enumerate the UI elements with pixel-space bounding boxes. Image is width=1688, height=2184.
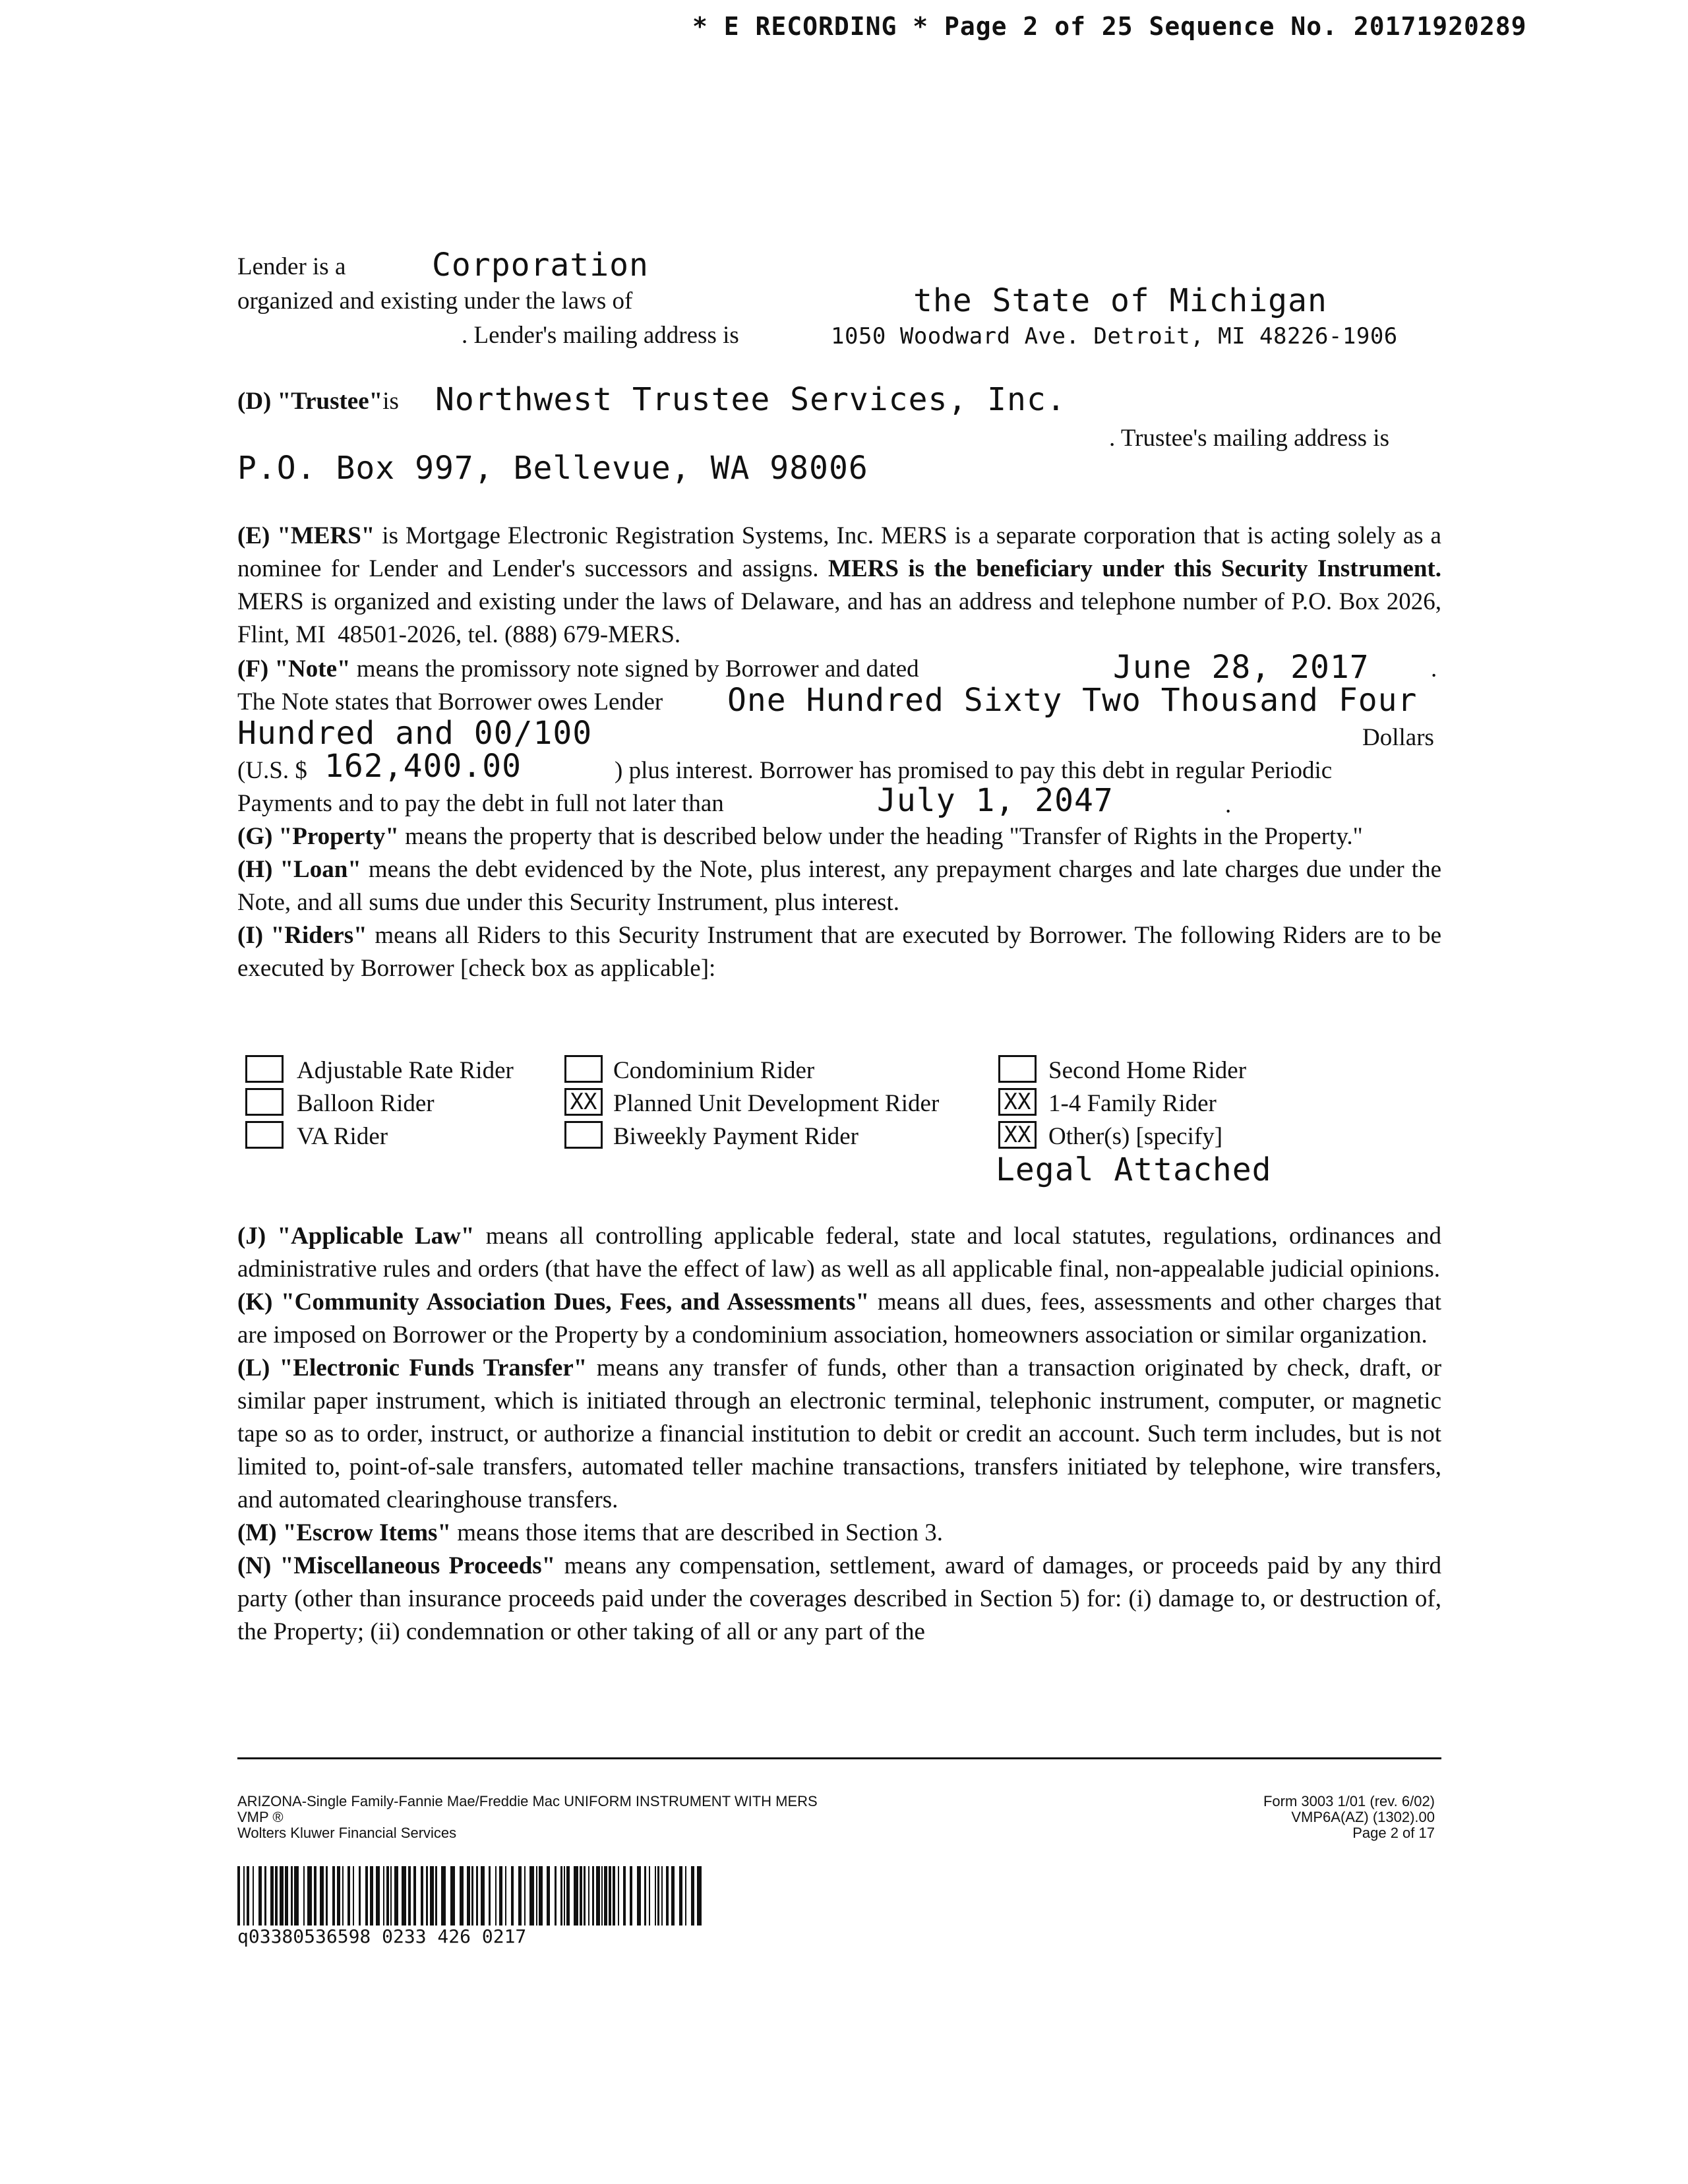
adjustable-rate-rider-label: Adjustable Rate Rider <box>297 1057 514 1084</box>
note-amount-words-1: One Hundred Sixty Two Thousand Four <box>727 682 1418 719</box>
escrow-items-definition: (M) "Escrow Items" means those items that are described in Section 3. <box>237 1519 943 1546</box>
barcode-bar <box>596 1866 600 1926</box>
note-line-1: (F) "Note" means the promissory note signed by Borrower and dated <box>237 655 919 682</box>
other-rider-label: Other(s) [specify] <box>1048 1123 1223 1150</box>
barcode-bar <box>644 1866 646 1926</box>
balloon-rider-checkbox[interactable] <box>245 1088 284 1116</box>
barcode-bar <box>337 1866 340 1926</box>
barcode-bar <box>539 1866 543 1926</box>
property-definition: (G) "Property" means the property that is described below under the heading "Transfer of Rights in the Property." <box>237 823 1363 850</box>
barcode-bar <box>679 1866 682 1926</box>
trustee-label: (D) "Trustee"is <box>237 388 399 415</box>
adjustable-rate-rider-checkbox[interactable] <box>245 1055 284 1083</box>
barcode-bar <box>564 1866 565 1926</box>
barcode-bar <box>270 1866 274 1926</box>
barcode-bar <box>435 1866 437 1926</box>
footer-publisher: Wolters Kluwer Financial Services <box>237 1825 457 1841</box>
balloon-rider-label: Balloon Rider <box>297 1090 435 1117</box>
barcode-bar <box>601 1866 603 1926</box>
barcode-bar <box>353 1866 354 1926</box>
barcode-bar <box>280 1866 284 1926</box>
barcode-bar <box>326 1866 328 1926</box>
barcode-bar <box>547 1866 550 1926</box>
note-period: . <box>1431 655 1437 682</box>
definitions-block <box>237 520 1441 652</box>
barcode-bar <box>386 1866 389 1926</box>
barcode-bar <box>307 1866 312 1926</box>
barcode-bar <box>685 1866 686 1926</box>
barcode-bar <box>666 1866 669 1926</box>
barcode-bar <box>258 1866 262 1926</box>
barcode-bar <box>285 1866 288 1926</box>
barcode-bar <box>495 1866 497 1926</box>
barcode-bar <box>450 1866 455 1926</box>
pud-rider-label: Planned Unit Development Rider <box>613 1090 940 1117</box>
barcode-bar <box>320 1866 324 1926</box>
trustee-name-value: Northwest Trustee Services, Inc. <box>435 381 1066 418</box>
barcode <box>237 1866 706 1926</box>
note-maturity-period: . <box>1225 791 1232 818</box>
footer-page-number: Page 2 of 17 <box>1352 1825 1435 1841</box>
riders-definition: (I) "Riders" means all Riders to this Security Instrument that are executed by Borrower. The following Riders are to be executed by Borrower [check box as applicable]: <box>237 922 1441 982</box>
barcode-bar <box>294 1866 299 1926</box>
note-owes-label: The Note states that Borrower owes Lender <box>237 688 663 715</box>
note-date-value: June 28, 2017 <box>1113 649 1370 686</box>
barcode-bar <box>243 1866 245 1926</box>
barcode-bar <box>303 1866 305 1926</box>
barcode-bar <box>390 1866 392 1926</box>
one-four-family-rider-checkbox[interactable]: XX <box>998 1088 1037 1116</box>
barcode-bar <box>649 1866 650 1926</box>
mers-definition: (E) "MERS" is Mortgage Electronic Registration Systems, Inc. MERS is a separate corporation that is acting solely as a nominee for Lender and Lender's successors and assigns. MERS is the beneficiary under this Security Instrument. MERS is organized and existing under the laws of Delaware, and has an address and telephone number of P.O. Box 2026, Flint, MI 48501-2026, tel. (888) 679-MERS. <box>237 522 1441 648</box>
barcode-bar <box>555 1866 557 1926</box>
lender-address-value: 1050 Woodward Ave. Detroit, MI 48226-1906 <box>831 323 1398 349</box>
community-association-definition: (K) "Community Association Dues, Fees, and Assessments" means all dues, fees, assessments and other charges that are imposed on Borrower or the Property by a condominium association, homeowners association or similar organization. <box>237 1289 1442 1349</box>
second-home-rider-label: Second Home Rider <box>1048 1057 1247 1084</box>
barcode-bar <box>402 1866 406 1926</box>
barcode-bar <box>618 1866 619 1926</box>
footer-form-title: ARIZONA-Single Family-Fannie Mae/Freddie Mac UNIFORM INSTRUMENT WITH MERS <box>237 1793 818 1809</box>
va-rider-label: VA Rider <box>297 1123 388 1150</box>
loan-definition: (H) "Loan" means the debt evidenced by the Note, plus interest, any prepayment charges and late charges due under the Note, and all sums due under this Security Instrument, plus interest. <box>237 856 1442 916</box>
barcode-bar <box>314 1866 316 1926</box>
note-us-prefix: (U.S. $ <box>237 757 307 784</box>
barcode-bar <box>481 1866 485 1926</box>
one-four-family-rider-label: 1-4 Family Rider <box>1048 1090 1217 1117</box>
trustee-mailing-label: . Trustee's mailing address is <box>1109 425 1389 452</box>
note-maturity-value: July 1, 2047 <box>877 782 1114 819</box>
miscellaneous-proceeds-definition: (N) "Miscellaneous Proceeds" means any compensation, settlement, award of damages, or proceeds paid by any third party (other than insurance proceeds paid under the coverages described in Section 5) for: (i) damage to, or destruction of, the Property; (ii) condemnation or other taking of all or any part of the <box>237 1552 1442 1645</box>
barcode-bar <box>489 1866 491 1926</box>
footer-rule <box>237 1757 1441 1759</box>
other-rider-specify-value: Legal Attached <box>996 1151 1272 1188</box>
barcode-bar <box>460 1866 464 1926</box>
barcode-bar <box>574 1866 578 1926</box>
applicable-law-definition: (J) "Applicable Law" means all controlling applicable federal, state and local statutes, regulations, ordinances and administrative rules and orders (that have the effect of law) as well as all applicable final, non-appealable judicial opinions. <box>237 1223 1442 1283</box>
barcode-bar <box>613 1866 615 1926</box>
note-amount-value: 162,400.00 <box>324 748 522 785</box>
barcode-bar <box>421 1866 423 1926</box>
footer-vmp-label: VMP ® <box>237 1809 284 1825</box>
recording-header: * E RECORDING * Page 2 of 25 Sequence No. 20171920289 <box>692 12 1527 41</box>
barcode-bar <box>247 1866 249 1926</box>
pud-rider-checkbox[interactable]: XX <box>564 1088 603 1116</box>
definitions-g-i <box>237 820 1441 985</box>
barcode-bar <box>592 1866 594 1926</box>
barcode-bar <box>237 1866 240 1926</box>
barcode-bar <box>370 1866 373 1926</box>
barcode-bar <box>661 1866 663 1926</box>
barcode-bar <box>408 1866 411 1926</box>
barcode-bar <box>471 1866 473 1926</box>
condominium-rider-label: Condominium Rider <box>613 1057 815 1084</box>
barcode-bar <box>657 1866 659 1926</box>
barcode-bar <box>524 1866 526 1926</box>
note-interest-text: ) plus interest. Borrower has promised to pay this debt in regular Periodic <box>615 757 1333 784</box>
footer-form-number: Form 3003 1/01 (rev. 6/02) <box>1263 1793 1435 1809</box>
biweekly-payment-rider-label: Biweekly Payment Rider <box>613 1123 859 1150</box>
lender-organized-label: organized and existing under the laws of <box>237 288 633 315</box>
barcode-bar <box>529 1866 534 1926</box>
barcode-bar <box>359 1866 361 1926</box>
barcode-bar <box>430 1866 434 1926</box>
barcode-bar <box>499 1866 502 1926</box>
barcode-bar <box>580 1866 582 1926</box>
barcode-bar <box>332 1866 335 1926</box>
barcode-bar <box>623 1866 626 1926</box>
barcode-bar <box>511 1866 514 1926</box>
barcode-bar <box>264 1866 266 1926</box>
barcode-bar <box>518 1866 522 1926</box>
lender-type-value: Corporation <box>432 247 649 284</box>
biweekly-payment-rider-checkbox[interactable] <box>564 1121 603 1149</box>
note-payments-label: Payments and to pay the debt in full not later than <box>237 790 724 817</box>
barcode-bar <box>505 1866 506 1926</box>
barcode-bar <box>376 1866 380 1926</box>
other-rider-checkbox[interactable]: XX <box>998 1121 1037 1149</box>
barcode-bar <box>383 1866 384 1926</box>
lender-state-value: the State of Michigan <box>913 282 1327 319</box>
barcode-bar <box>584 1866 586 1926</box>
barcode-bar <box>566 1866 570 1926</box>
lender-is-a-label: Lender is a <box>237 253 346 280</box>
barcode-bar <box>476 1866 478 1926</box>
condominium-rider-checkbox[interactable] <box>564 1055 603 1083</box>
barcode-bar <box>691 1866 694 1926</box>
barcode-bar <box>536 1866 537 1926</box>
va-rider-checkbox[interactable] <box>245 1121 284 1149</box>
trustee-address-value: P.O. Box 997, Bellevue, WA 98006 <box>237 450 868 487</box>
electronic-funds-transfer-definition: (L) "Electronic Funds Transfer" means any transfer of funds, other than a transaction originated by check, draft, or similar paper instrument, which is initiated through an electronic terminal, telephonic instrument, computer, or magnetic tape so as to order, instruct, or authorize a financial institution to debit or credit an account. Such term includes, but is not limited to, point-of-sale transfers, automated teller machine transactions, transfers initiated by telephone, wire transfers, and automated clearinghouse transfers. <box>237 1354 1442 1513</box>
barcode-bar <box>637 1866 641 1926</box>
definitions-j-n <box>237 1220 1441 1649</box>
barcode-bar <box>630 1866 632 1926</box>
barcode-number: q03380536598 0233 426 0217 <box>237 1926 527 1947</box>
note-amount-words-2: Hundred and 00/100 <box>237 715 593 752</box>
barcode-bar <box>275 1866 278 1926</box>
second-home-rider-checkbox[interactable] <box>998 1055 1037 1083</box>
note-dollars-label: Dollars <box>1362 724 1434 751</box>
barcode-bar <box>655 1866 656 1926</box>
barcode-bar <box>291 1866 293 1926</box>
barcode-bar <box>347 1866 350 1926</box>
barcode-bar <box>365 1866 368 1926</box>
barcode-bar <box>697 1866 702 1926</box>
footer-vmp-code: VMP6A(AZ) (1302).00 <box>1291 1809 1435 1825</box>
barcode-bar <box>609 1866 611 1926</box>
barcode-bar <box>604 1866 607 1926</box>
barcode-bar <box>441 1866 446 1926</box>
barcode-bar <box>560 1866 562 1926</box>
barcode-bar <box>426 1866 428 1926</box>
barcode-bar <box>588 1866 589 1926</box>
barcode-bar <box>413 1866 416 1926</box>
barcode-bar <box>394 1866 398 1926</box>
barcode-bar <box>467 1866 470 1926</box>
barcode-bar <box>342 1866 344 1926</box>
barcode-bar <box>671 1866 675 1926</box>
lender-mailing-label: . Lender's mailing address is <box>462 322 739 349</box>
barcode-bar <box>253 1866 254 1926</box>
